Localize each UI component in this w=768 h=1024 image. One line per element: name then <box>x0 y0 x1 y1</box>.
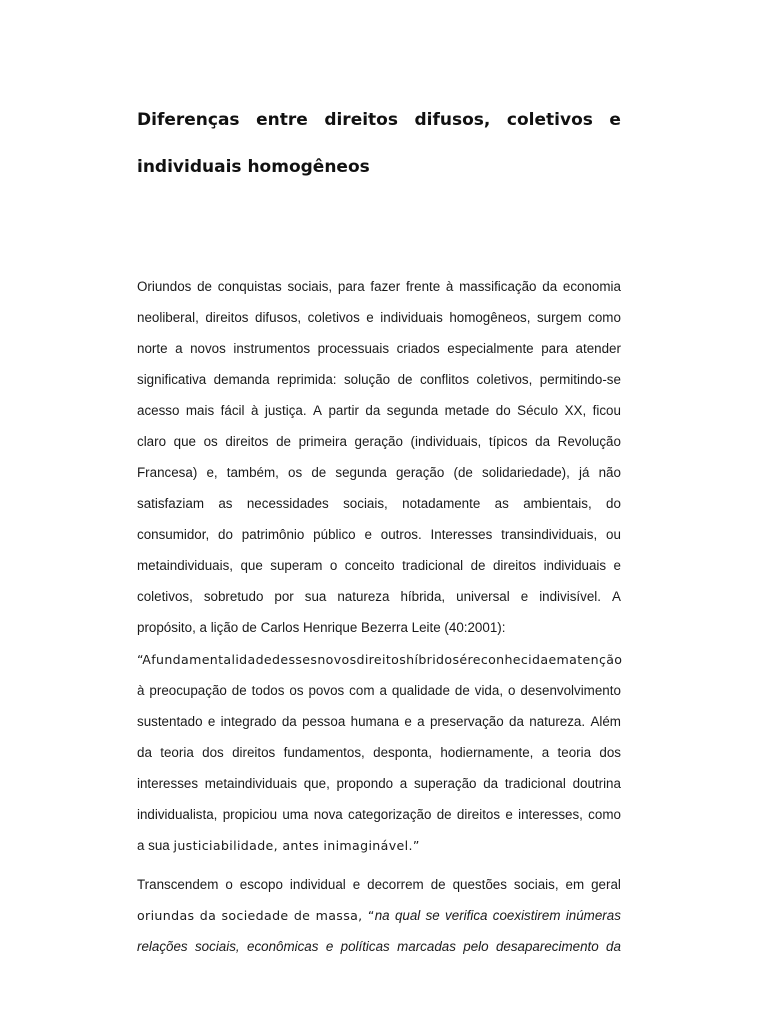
word: já <box>579 465 590 480</box>
title-line-2: individuais homogêneos <box>137 157 370 177</box>
word: híbrida, <box>400 589 446 604</box>
paragraph-2-line <box>137 938 621 956</box>
word: de <box>470 558 486 573</box>
word: e <box>366 310 374 325</box>
word: a <box>379 683 387 698</box>
word: consumidor, <box>137 527 210 542</box>
word: de <box>430 877 446 892</box>
word: Além <box>590 714 621 729</box>
word: massificação <box>459 279 537 294</box>
word: de <box>276 434 291 449</box>
paragraph-1-line <box>137 433 621 451</box>
word: coletivos, <box>476 372 533 387</box>
word: geral <box>591 877 621 892</box>
word: processuais <box>317 341 390 356</box>
word: Francesa) <box>137 465 198 480</box>
word: a <box>417 714 425 729</box>
word: sua <box>304 589 327 604</box>
word: marcadas <box>397 939 456 954</box>
word: da <box>542 279 558 294</box>
word: do <box>606 496 621 511</box>
word: interesses, <box>518 807 583 822</box>
quote-line <box>137 682 621 700</box>
word: do <box>218 527 233 542</box>
word: superação <box>413 776 477 791</box>
word: a <box>541 745 550 760</box>
word: superam <box>270 558 323 573</box>
word: individualista, <box>137 807 218 822</box>
word: metaindividuais, <box>137 558 234 573</box>
word: solução <box>343 372 391 387</box>
word: fácil <box>220 403 245 418</box>
word: surgem <box>536 310 582 325</box>
word: novos <box>190 341 226 356</box>
word: teoria <box>557 745 592 760</box>
word: categorização <box>348 807 432 822</box>
word: como <box>588 310 621 325</box>
word: universal <box>456 589 510 604</box>
word: patrimônio <box>241 527 305 542</box>
word: Século <box>517 403 559 418</box>
title-word: coletivos <box>506 110 593 130</box>
word: geração <box>395 465 445 480</box>
word: indivisível. <box>539 589 601 604</box>
word: demanda <box>213 372 270 387</box>
word: necessidades <box>246 496 329 511</box>
word: conceito <box>344 558 395 573</box>
word: dos <box>202 745 224 760</box>
title-word: direitos <box>324 110 398 130</box>
word: da <box>606 939 621 954</box>
word: Interesses <box>430 527 493 542</box>
word: coletivos <box>307 310 360 325</box>
title-word: entre <box>256 110 308 130</box>
word: de <box>436 807 452 822</box>
word: “na <box>367 908 390 923</box>
word: de <box>293 908 311 923</box>
word: conflitos <box>419 372 470 387</box>
word: para <box>337 279 365 294</box>
quote-text: a sua <box>137 838 174 853</box>
word: frente <box>405 279 441 294</box>
word: e, <box>206 465 218 480</box>
word: da <box>509 714 524 729</box>
word: também, <box>226 465 279 480</box>
word: pessoa <box>302 714 346 729</box>
word: reconhecida <box>467 652 549 667</box>
word: híbridos <box>406 652 460 667</box>
word: fazer <box>370 279 401 294</box>
word: da <box>137 745 152 760</box>
word: desaparecimento <box>495 939 599 954</box>
word: humana <box>350 714 400 729</box>
word: desponta, <box>373 745 432 760</box>
word: o <box>508 683 516 698</box>
word: relações <box>137 939 188 954</box>
word: é <box>459 652 468 667</box>
word: vida, <box>474 683 504 698</box>
word: e <box>207 714 216 729</box>
word: sociedade <box>221 908 289 923</box>
word: tradicional <box>504 776 566 791</box>
word: à <box>250 403 259 418</box>
word: ficou <box>592 403 621 418</box>
word: nova <box>313 807 343 822</box>
word: partir <box>328 403 359 418</box>
word: sobretudo <box>203 589 264 604</box>
word: a <box>399 776 408 791</box>
word: dos <box>599 745 621 760</box>
word: atenção <box>569 652 623 667</box>
word: qual <box>394 908 421 923</box>
word: se <box>425 908 440 923</box>
word: outros. <box>380 527 422 542</box>
word: da <box>199 908 217 923</box>
word: inúmeras <box>565 908 621 923</box>
word: e <box>520 589 529 604</box>
word: de <box>454 683 470 698</box>
paragraph-1-line <box>137 526 621 544</box>
word: especialmente <box>447 341 534 356</box>
word: sociais, <box>343 496 388 511</box>
quote-last-line <box>137 837 621 855</box>
word: e <box>364 527 372 542</box>
word: difusos, <box>255 310 302 325</box>
word: direitos <box>356 652 407 667</box>
word: hodiernamente, <box>440 745 534 760</box>
word: sociais, <box>194 939 240 954</box>
word: fundamentalidade <box>151 652 273 667</box>
word: a <box>175 341 183 356</box>
word: que <box>173 434 196 449</box>
paragraph-1-line <box>137 309 621 327</box>
word: claro <box>137 434 167 449</box>
quote-line <box>137 744 621 762</box>
word: verifica <box>445 908 488 923</box>
title-word: difusos, <box>414 110 491 130</box>
word: natureza. <box>529 714 586 729</box>
word: não <box>598 465 621 480</box>
word: todos <box>251 683 285 698</box>
paragraph-2-line <box>137 876 621 894</box>
word: direitos <box>456 807 501 822</box>
word: sustentado <box>137 714 203 729</box>
word: criados <box>396 341 440 356</box>
word: propondo <box>336 776 394 791</box>
word: economia <box>562 279 621 294</box>
word: e <box>505 807 513 822</box>
word: significativa <box>137 372 207 387</box>
word: permitindo-se <box>539 372 621 387</box>
word: e <box>404 714 412 729</box>
word: do <box>495 403 511 418</box>
word: à <box>137 683 145 698</box>
word: da <box>281 714 297 729</box>
word: os <box>288 465 303 480</box>
word: e <box>352 877 361 892</box>
paragraph-1-line <box>137 340 621 358</box>
word: segunda <box>335 465 387 480</box>
paragraph-1-line <box>137 557 621 575</box>
word: interesses <box>137 776 199 791</box>
word: ambientais, <box>523 496 592 511</box>
word: de <box>231 683 247 698</box>
word: Revolução <box>557 434 621 449</box>
paragraph-1-line <box>137 464 621 482</box>
paragraph-1-line <box>137 371 621 389</box>
word: em <box>548 652 570 667</box>
word: norte <box>137 341 168 356</box>
word: da <box>365 403 381 418</box>
word: instrumentos <box>233 341 311 356</box>
title-word: e <box>609 110 621 130</box>
word: geração <box>354 434 403 449</box>
word: povos <box>308 683 345 698</box>
word: da <box>535 434 551 449</box>
word: em <box>565 877 585 892</box>
word: os <box>289 683 304 698</box>
word: direitos <box>232 745 276 760</box>
word: preservação <box>429 714 504 729</box>
word: A <box>611 589 621 604</box>
word: e <box>613 558 621 573</box>
word: coexistirem <box>492 908 561 923</box>
word: tradicional <box>402 558 464 573</box>
word: desenvolvimento <box>520 683 621 698</box>
word: XX, <box>564 403 587 418</box>
word: neoliberal, <box>137 310 199 325</box>
word: homogêneos, <box>449 310 531 325</box>
word: o <box>329 558 338 573</box>
title-line-1 <box>137 110 621 130</box>
word: A <box>313 403 322 418</box>
word: questões <box>452 877 507 892</box>
word: com <box>349 683 375 698</box>
word: reprimida: <box>276 372 337 387</box>
word: massa, <box>315 908 363 923</box>
word: mais <box>185 403 215 418</box>
word: da <box>483 776 499 791</box>
word: políticas <box>340 939 390 954</box>
word: desses <box>272 652 318 667</box>
quote-line <box>137 806 621 824</box>
word: justiça. <box>264 403 307 418</box>
word: sociais, <box>513 877 559 892</box>
word: para <box>541 341 568 356</box>
word: de <box>197 279 212 294</box>
word: notadamente <box>402 496 481 511</box>
word: individual <box>289 877 346 892</box>
word: como <box>588 807 621 822</box>
word: natureza <box>337 589 390 604</box>
word: individuais <box>543 558 607 573</box>
word: pelo <box>463 939 489 954</box>
word: à <box>445 279 454 294</box>
word: que, <box>303 776 330 791</box>
word: conquistas <box>217 279 282 294</box>
quote-line <box>137 713 621 731</box>
word: qualidade <box>391 683 450 698</box>
word: de <box>311 465 327 480</box>
paragraph-1-last-line: propósito, a lição de Carlos Henrique Bezerra Leite (40:2001): <box>137 620 506 635</box>
word: (de <box>453 465 473 480</box>
paragraph-2-line <box>137 907 621 925</box>
word: transindividuais, <box>501 527 598 542</box>
word: teoria <box>160 745 194 760</box>
word: acesso <box>137 403 180 418</box>
word: por <box>274 589 294 604</box>
word: metaindividuais <box>204 776 298 791</box>
quote-text: justiciabilidade, antes inimaginável.” <box>173 838 420 853</box>
word: novos <box>317 652 357 667</box>
word: de <box>397 372 413 387</box>
word: primeira <box>298 434 347 449</box>
paragraph-1-line <box>137 588 621 606</box>
word: oriundas <box>137 908 195 923</box>
word: (individuais, <box>410 434 482 449</box>
word: solidariedade), <box>482 465 570 480</box>
word: econômicas <box>247 939 319 954</box>
paragraph-1-line <box>137 495 621 513</box>
word: satisfaziam <box>137 496 204 511</box>
word: sociais, <box>287 279 333 294</box>
word: Oriundos <box>137 279 192 294</box>
word: os <box>203 434 218 449</box>
word: metade <box>444 403 490 418</box>
word: e <box>325 939 334 954</box>
word: “A <box>137 652 152 667</box>
paragraph-1-line <box>137 278 621 296</box>
word: direitos <box>492 558 537 573</box>
word: integrado <box>220 714 277 729</box>
word: público <box>313 527 356 542</box>
quote-line <box>137 651 621 669</box>
word: fundamentos, <box>283 745 365 760</box>
quote-line <box>137 775 621 793</box>
word: Transcendem <box>137 877 219 892</box>
word: ou <box>606 527 621 542</box>
word: direitos <box>205 310 249 325</box>
word: coletivos, <box>137 589 193 604</box>
word: típicos <box>488 434 528 449</box>
word: doutrina <box>572 776 621 791</box>
title-word: Diferenças <box>137 110 240 130</box>
word: que <box>240 558 263 573</box>
word: atender <box>575 341 621 356</box>
word: uma <box>282 807 309 822</box>
word: as <box>218 496 233 511</box>
word: decorrem <box>367 877 424 892</box>
word: o <box>225 877 233 892</box>
word: as <box>494 496 509 511</box>
word: preocupação <box>149 683 227 698</box>
word: propiciou <box>222 807 278 822</box>
word: individuais <box>380 310 443 325</box>
word: direitos <box>225 434 269 449</box>
word: segunda <box>386 403 439 418</box>
word: escopo <box>239 877 283 892</box>
paragraph-1-line <box>137 402 621 420</box>
